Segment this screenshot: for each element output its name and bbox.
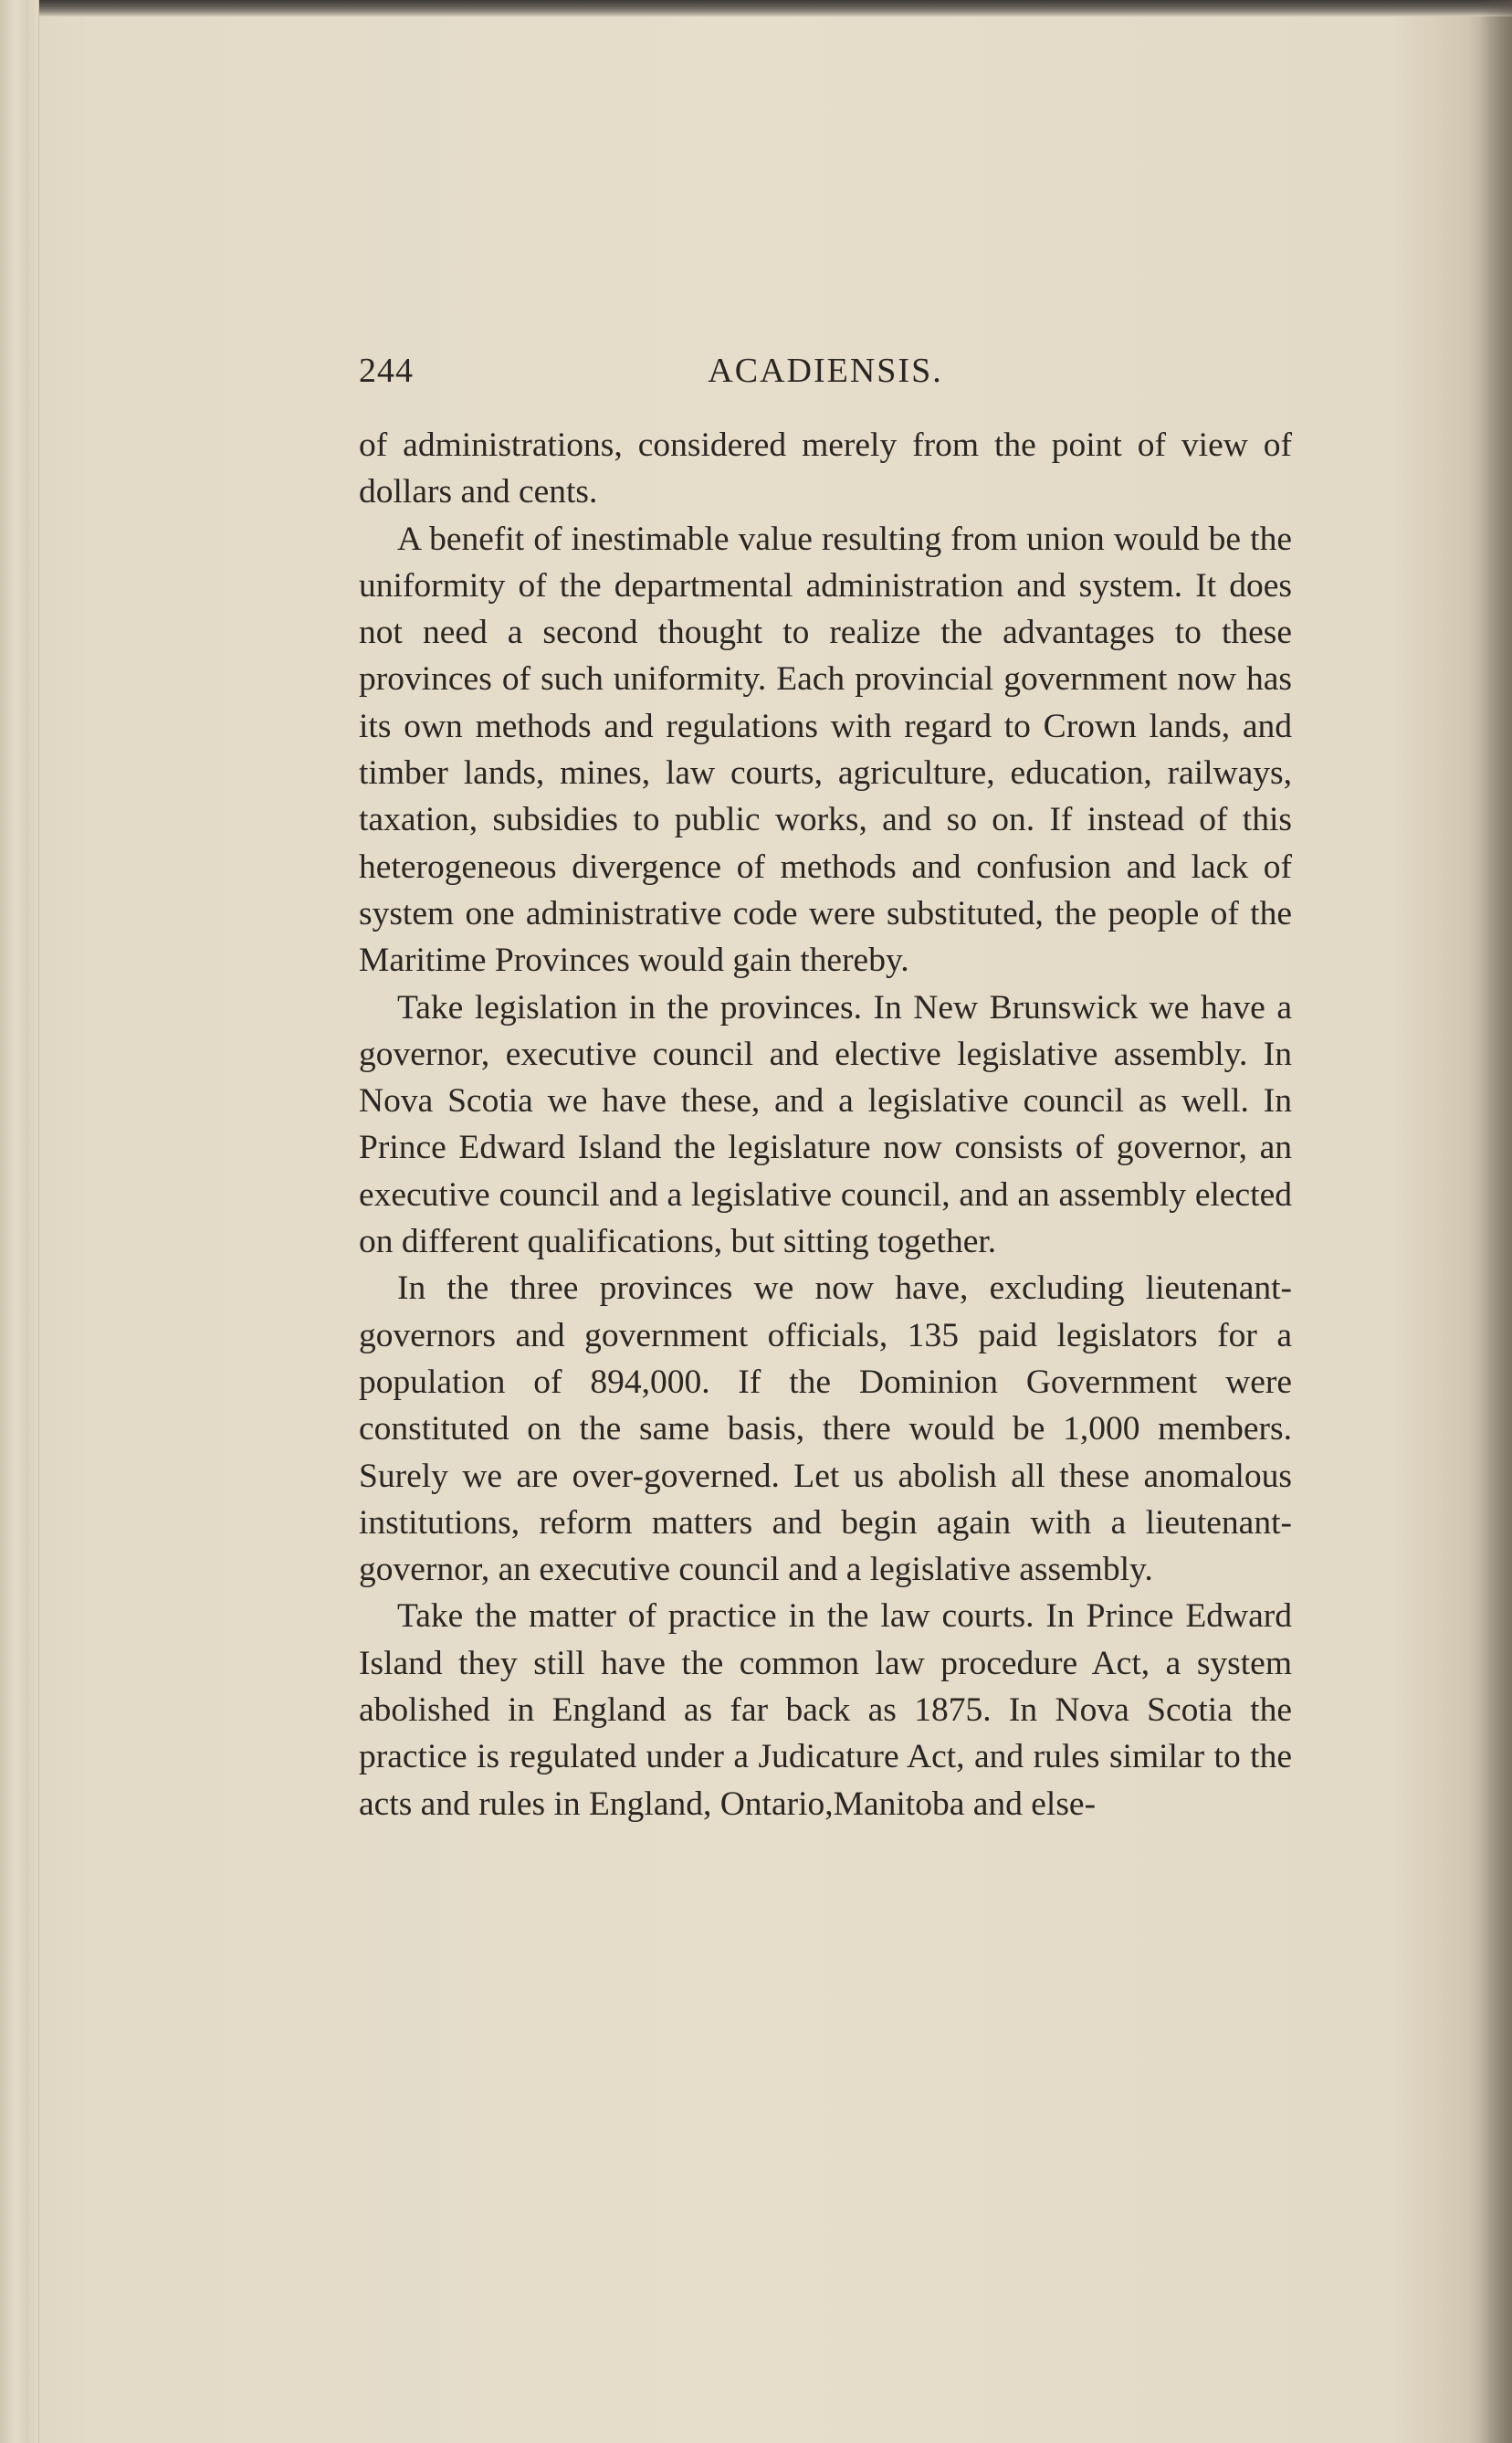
page-number: 244: [359, 352, 414, 390]
paragraph: Take legislation in the provinces. In New Brunswick we have a governor, executive council and elective legislative assembly. In Nova Scotia we have these, and a legislative council as well. In Prince Edward Island the legislature now consists of governor, an executive council and a legislative council, and an assembly elected on different qualifications, but sitting together.: [359, 988, 1292, 1261]
paragraph: A benefit of inestimable value resulting from union would be the uniformity of the departmental administration and system. It does not need a second thought to realize the advantages to these provinces of such uniformity. Each provincial government now has its own methods and regulations with regard to Crown lands, and timber lands, mines, law courts, agriculture, education, railways, taxation, subsidies to public works, and so on. If instead of this heterogeneous divergence of methods and confusion and lack of system one administrative code were substituted, the people of the Maritime Provinces would gain thereby.: [359, 520, 1292, 980]
text-block: [359, 351, 1292, 1827]
paragraph-continued: of administrations, considered merely from the point of view of dollars and cents.: [359, 426, 1292, 511]
body-text: [359, 422, 1292, 1827]
paragraph: Take the matter of practice in the law courts. In Prince Edward Island they still have the common law procedure Act, a system abolished in England as far back as 1875. In Nova Scotia the practice is regulated under a Judicature Act, and rules similar to the acts and rules in England, Ontario,Manitoba and else-: [359, 1597, 1292, 1823]
page-top-edge: [0, 0, 1512, 16]
page-left-edge: [0, 0, 39, 2443]
paragraph: In the three provinces we now have, excluding lieutenant-governors and government officials, 135 paid legislators for a population of 894,000. If the Dominion Government were constituted on the same basis, there would be 1,000 members. Surely we are over-governed. Let us abolish all these anomalous institutions, reform matters and begin again with a lieutenant-governor, an executive council and a legislative assembly.: [359, 1269, 1292, 1589]
binding-shadow: [1479, 0, 1512, 2443]
running-head: [359, 351, 1292, 404]
journal-title: ACADIENSIS.: [708, 352, 943, 390]
